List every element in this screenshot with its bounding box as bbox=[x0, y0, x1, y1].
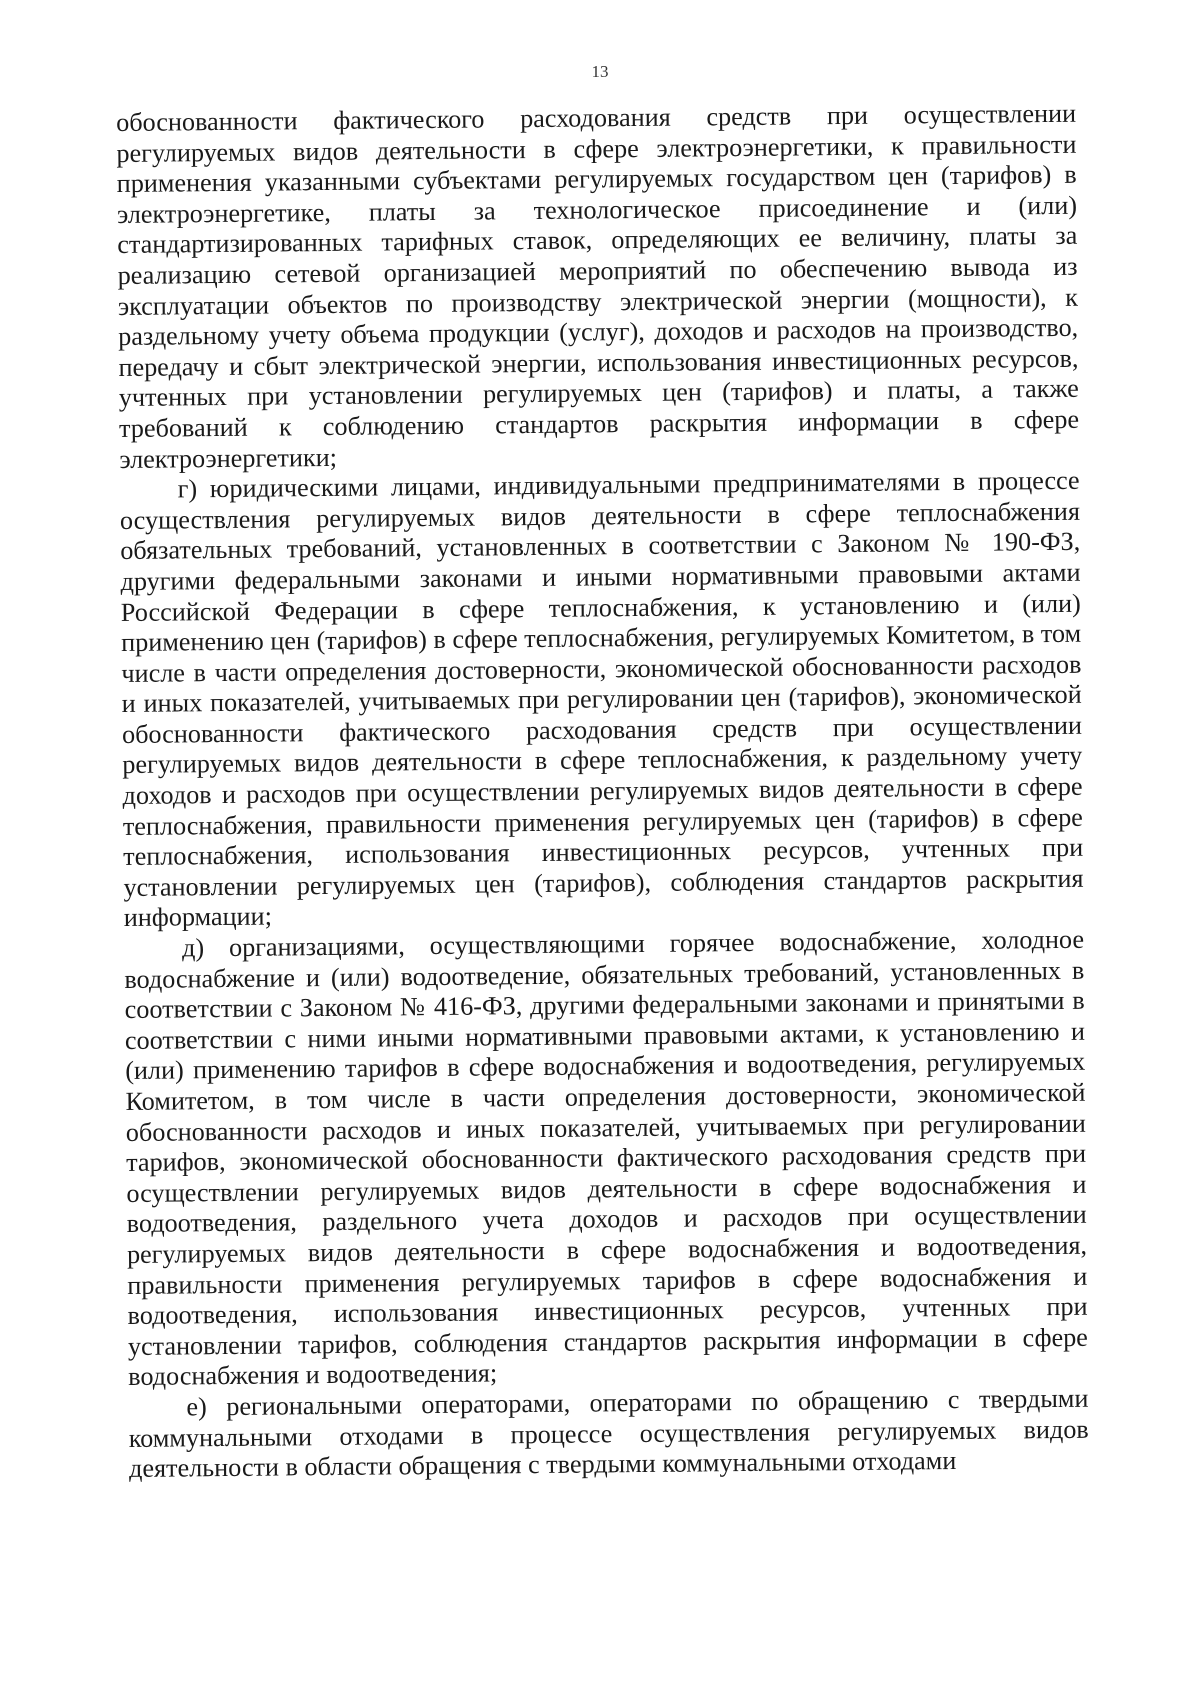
paragraph-item-g: г) юридическими лицами, индивидуальными предпринимателями в процессе осуществления регулируемых видов деятельности в сфере теплоснабжения обязательных требований, установленных в соответствии с Законом № 190-ФЗ, другими федеральными законами и иными нормативными правовыми актами Российской Федерации в сфере теплоснабжения, к установлению и (или) применению цен (тарифов) в сфере теплоснабжения, регулируемых Комитетом, в том числе в части определения достоверности, экономической обоснованности расходов и иных показателей, учитываемых при регулировании цен (тарифов), экономической обоснованности фактического расходования средств при осуществлении регулируемых видов деятельности в сфере теплоснабжения, к раздельному учету доходов и расходов при осуществлении регулируемых видов деятельности в сфере теплоснабжения, правильности применения регулируемых цен (тарифов) в сфере теплоснабжения, использования инвестиционных ресурсов, учтенных при установлении регулируемых цен (тарифов), соблюдения стандартов раскрытия информации; bbox=[119, 465, 1084, 933]
document-body bbox=[116, 99, 1089, 1485]
paragraph-continuation: обоснованности фактического расходования средств при осуществлении регулируемых видов деятельности в сфере электроэнергетики, к правильности применения указанными субъектами регулируемых государством цен (тарифов) в электроэнергетике, платы за технологическое присоединение и (или) стандартизированных тарифных ставок, определяющих ее величину, платы за реализацию сетевой организацией мероприятий по обеспечению вывода из эксплуатации объектов по производству электрической энергии (мощности), к раздельному учету объема продукции (услуг), доходов и расходов на производство, передачу и сбыт электрической энергии, использования инвестиционных ресурсов, учтенных при установлении регулируемых цен (тарифов) и платы, а также требований к соблюдению стандартов раскрытия информации в сфере электроэнергетики; bbox=[116, 98, 1080, 474]
page-number: 13 bbox=[591, 62, 609, 81]
paragraph-item-d: д) организациями, осуществляющими горячее водоснабжение, холодное водоснабжение и (или) водоотведение, обязательных требований, установленных в соответствии с Законом № 416-ФЗ, другими федеральными законами и принятыми в соответствии с ними иными нормативными правовыми актами, к установлению и (или) применению тарифов в сфере водоснабжения и водоотведения, регулируемых Комитетом, в том числе в части определения достоверности, экономической обоснованности расходов и иных показателей, учитываемых при регулировании тарифов, экономической обоснованности фактического расходования средств при осуществлении регулируемых видов деятельности в сфере водоснабжения и водоотведения, раздельного учета доходов и расходов при осуществлении регулируемых видов деятельности в сфере водоснабжения и водоотведения, правильности применения регулируемых тарифов в сфере водоснабжения и водоотведения, использования инвестиционных ресурсов, учтенных при установлении тарифов, соблюдения стандартов раскрытия информации в сфере водоснабжения и водоотведения; bbox=[124, 924, 1088, 1392]
paragraph-item-e: е) региональными операторами, операторами по обращению с твердыми коммунальными отходами в процессе осуществления регулируемых видов деятельности в области обращения с твердыми коммунальными отходами bbox=[128, 1383, 1089, 1484]
